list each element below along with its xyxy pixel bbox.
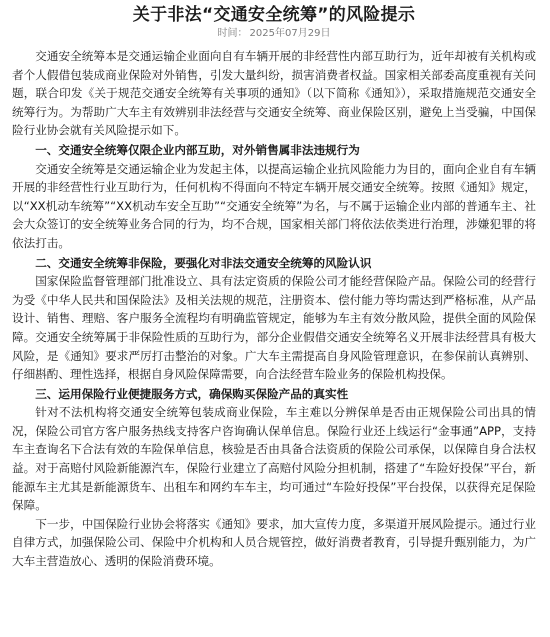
publish-date: 2025年07月29日 [249, 28, 331, 39]
section-body-1: 交通安全统筹是交通运输企业为发起主体，以提高运输企业抗风险能力为目的，面向企业自有车辆开展的非经营性行业互助行为，任何机构不得面向不特定车辆开展交通安全统筹。按照《通知》规定，以“XX机动车统筹”“XX机动车安全互助”“交通安全统筹”为名，与不属于运输企业内部的普通车主、社会大众签订的安全统筹业务合同的行为，均不合规，国家相关部门将依法依类进行治理，涉嫌犯罪的将依法打击。 [12, 161, 536, 250]
article-meta [12, 27, 536, 41]
intro-paragraph: 交通安全统筹本是交通运输企业面向自有车辆开展的非经营性内部互助行为，近年却被有关机构或者个人假借包装成商业保险对外销售，引发大量纠纷，损害消费者权益。国家相关部委高度重视有关问题，联合印发《关于规范交通安全统筹有关事项的通知》（以下简称《通知》），采取措施规范交通安全统筹行为。为帮助广大车主有效辨别非法经营与交通安全统筹、商业保险区别，避免上当受骗，中国保险行业协会就有关风险提示如下。 [12, 49, 536, 138]
meta-label: 时间： [217, 28, 248, 39]
section-body-3: 针对不法机构将交通安全统筹包装成商业保险，车主难以分辨保单是否由正规保险公司出具的情况，保险公司官方客户服务热线支持客户咨询确认保单信息。保险行业还上线运行“金事通”APP，支持车主查询名下合法有效的车险保单信息，核验是否由具备合法资质的保险公司承保，以保障自身合法权益。对于高赔付风险新能源汽车，保险行业建立了高赔付风险分担机制，搭建了“车险好投保”平台，新能源车主尤其是新能源货车、出租车和网约车车主，均可通过“车险好投保”平台投保，以获得充足保险保障。 [12, 405, 536, 513]
section-heading-2: 二、交通安全统筹非保险，要强化对非法交通安全统筹的风险认识 [35, 255, 372, 270]
article-title: 关于非法“交通安全统筹”的风险提示 [132, 5, 416, 25]
section-heading-1: 一、交通安全统筹仅限企业内部互助，对外销售属非法违规行为 [35, 142, 360, 157]
section-heading-3: 三、运用保险行业便捷服务方式，确保购买保险产品的真实性 [35, 386, 349, 401]
closing-paragraph: 下一步，中国保险行业协会将落实《通知》要求，加大宣传力度，多渠道开展风险提示。通过行业自律方式，加强保险公司、保险中介机构和人员合规管控，做好消费者教育，引导提升甄别能力，为广大车主营造放心、透明的保险消费环境。 [12, 516, 536, 569]
section-body-2: 国家保险监督管理部门批准设立、具有法定资质的保险公司才能经营保险产品。保险公司的经营行为受《中华人民共和国保险法》及相关法规的规范，注册资本、偿付能力等均需达到严格标准，从产品设计、销售、理赔、客户服务全流程均有明确监管规定，能够为车主有效分散风险，提供全面的风险保障。交通安全统筹属于非保险性质的互助行为，部分企业假借交通安全统筹名义开展非法经营具有极大风险，是《通知》要求严厉打击整治的对象。广大车主需提高自身风险管理意识，在参保前认真辨别、仔细斟酌、理性选择，根据自身风险保障需要，向合法经营车险业务的保险机构投保。 [12, 274, 536, 382]
